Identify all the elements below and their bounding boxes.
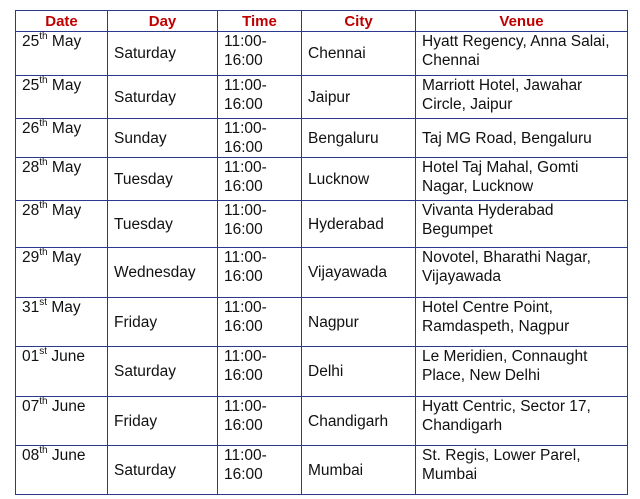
header-day: Day (108, 11, 218, 32)
venue-line-1: Novotel, Bharathi Nagar, (422, 249, 591, 266)
city-cell: Delhi (302, 347, 416, 397)
venue-line-1: Hotel Centre Point, (422, 299, 553, 316)
table-row (16, 158, 628, 201)
city-cell: Lucknow (302, 158, 416, 201)
day-cell: Saturday (108, 76, 218, 119)
venue-line-1: Hyatt Centric, Sector 17, (422, 398, 591, 415)
table-row (16, 119, 628, 158)
date-cell (16, 397, 108, 446)
time-start: 11:00- (224, 120, 267, 137)
date-cell (16, 201, 108, 248)
date-cell (16, 158, 108, 201)
date-cell (16, 298, 108, 347)
venue-cell (416, 298, 628, 347)
date-month: June (51, 348, 85, 365)
date-month: May (51, 202, 82, 219)
date-ordinal-suffix: th (39, 30, 48, 42)
time-start: 11:00- (224, 159, 267, 176)
city-cell: Mumbai (302, 446, 416, 495)
venue-cell (416, 446, 628, 495)
city-cell: Nagpur (302, 298, 416, 347)
day-cell: Friday (108, 397, 218, 446)
header-time: Time (218, 11, 302, 32)
time-cell (218, 32, 302, 76)
venue-line-2: Nagar, Lucknow (422, 178, 534, 195)
time-start: 11:00- (224, 249, 267, 266)
date-day-number: 25 (22, 33, 40, 50)
header-city: City (302, 11, 416, 32)
time-cell (218, 397, 302, 446)
date-month: May (51, 299, 81, 316)
date-ordinal-suffix: th (39, 199, 48, 211)
date-ordinal-suffix: st (39, 296, 48, 308)
date-day-number: 01 (22, 348, 40, 365)
venue-line-1: Hyatt Regency, Anna Salai, (422, 33, 610, 50)
city-cell: Vijayawada (302, 248, 416, 298)
date-ordinal-suffix: th (39, 117, 48, 129)
time-cell (218, 298, 302, 347)
date-day-number: 26 (22, 120, 40, 137)
venue-line-1: Vivanta Hyderabad (422, 202, 554, 219)
table-row (16, 347, 628, 397)
time-cell (218, 201, 302, 248)
date-cell (16, 248, 108, 298)
date-cell (16, 76, 108, 119)
date-day-number: 25 (22, 77, 40, 94)
table-row (16, 32, 628, 76)
table-row (16, 248, 628, 298)
time-start: 11:00- (224, 202, 267, 219)
city-cell: Jaipur (302, 76, 416, 119)
table-row (16, 201, 628, 248)
venue-line-1: Le Meridien, Connaught (422, 348, 588, 365)
day-cell: Sunday (108, 119, 218, 158)
day-cell: Tuesday (108, 201, 218, 248)
time-cell (218, 158, 302, 201)
day-cell: Saturday (108, 446, 218, 495)
time-end: 16:00 (224, 178, 263, 195)
date-cell (16, 347, 108, 397)
venue-line-2: Vijayawada (422, 268, 501, 285)
venue-line-1: Marriott Hotel, Jawahar (422, 77, 583, 94)
time-cell (218, 119, 302, 158)
city-cell: Bengaluru (302, 119, 416, 158)
time-start: 11:00- (224, 398, 267, 415)
date-ordinal-suffix: th (39, 156, 48, 168)
time-end: 16:00 (224, 417, 263, 434)
time-end: 16:00 (224, 318, 263, 335)
time-cell (218, 347, 302, 397)
schedule-table (15, 10, 628, 495)
time-cell (218, 76, 302, 119)
header-date: Date (16, 11, 108, 32)
date-month: May (51, 120, 82, 137)
date-ordinal-suffix: st (39, 345, 48, 357)
date-day-number: 08 (22, 447, 40, 464)
date-day-number: 29 (22, 249, 40, 266)
venue-line-2: Place, New Delhi (422, 367, 541, 384)
day-cell: Friday (108, 298, 218, 347)
date-day-number: 31 (22, 299, 40, 316)
time-start: 11:00- (224, 77, 267, 94)
date-day-number: 07 (22, 398, 40, 415)
time-end: 16:00 (224, 96, 263, 113)
venue-line-2: Mumbai (422, 466, 478, 483)
venue-line-2: Chennai (422, 52, 480, 69)
city-cell: Chandigarh (302, 397, 416, 446)
time-start: 11:00- (224, 447, 267, 464)
table-row (16, 76, 628, 119)
venue-line-1: Taj MG Road, Bengaluru (422, 129, 592, 147)
venue-line-2: Circle, Jaipur (422, 96, 513, 113)
time-start: 11:00- (224, 348, 267, 365)
time-cell (218, 248, 302, 298)
header-venue: Venue (416, 11, 628, 32)
date-cell (16, 32, 108, 76)
date-cell (16, 446, 108, 495)
venue-line-2: Begumpet (422, 221, 493, 238)
city-cell: Chennai (302, 32, 416, 76)
date-ordinal-suffix: th (39, 444, 48, 456)
date-month: June (51, 398, 86, 415)
time-end: 16:00 (224, 52, 263, 69)
time-end: 16:00 (224, 466, 263, 483)
table-row (16, 298, 628, 347)
date-ordinal-suffix: th (39, 246, 48, 258)
date-cell (16, 119, 108, 158)
venue-cell (416, 158, 628, 201)
time-start: 11:00- (224, 299, 267, 316)
venue-line-1: Hotel Taj Mahal, Gomti (422, 159, 579, 176)
venue-cell (416, 397, 628, 446)
date-month: June (51, 447, 86, 464)
table-row (16, 446, 628, 495)
time-end: 16:00 (224, 268, 263, 285)
time-end: 16:00 (224, 139, 263, 156)
date-month: May (51, 159, 82, 176)
venue-cell (416, 347, 628, 397)
city-cell: Hyderabad (302, 201, 416, 248)
date-month: May (51, 33, 82, 50)
header-row (16, 11, 628, 32)
table-row (16, 397, 628, 446)
venue-line-2: Chandigarh (422, 417, 503, 434)
day-cell: Tuesday (108, 158, 218, 201)
date-month: May (51, 77, 82, 94)
venue-cell (416, 201, 628, 248)
time-end: 16:00 (224, 367, 263, 384)
venue-cell (416, 248, 628, 298)
day-cell: Saturday (108, 32, 218, 76)
date-ordinal-suffix: th (39, 74, 48, 86)
date-day-number: 28 (22, 159, 40, 176)
venue-line-2: Ramdaspeth, Nagpur (422, 318, 570, 335)
venue-cell (416, 32, 628, 76)
time-start: 11:00- (224, 33, 267, 50)
venue-line-1: St. Regis, Lower Parel, (422, 447, 581, 464)
time-end: 16:00 (224, 221, 263, 238)
day-cell: Wednesday (108, 248, 218, 298)
time-cell (218, 446, 302, 495)
venue-cell (416, 76, 628, 119)
date-month: May (51, 249, 82, 266)
date-ordinal-suffix: th (39, 395, 48, 407)
day-cell: Saturday (108, 347, 218, 397)
date-day-number: 28 (22, 202, 40, 219)
venue-cell (416, 119, 628, 158)
